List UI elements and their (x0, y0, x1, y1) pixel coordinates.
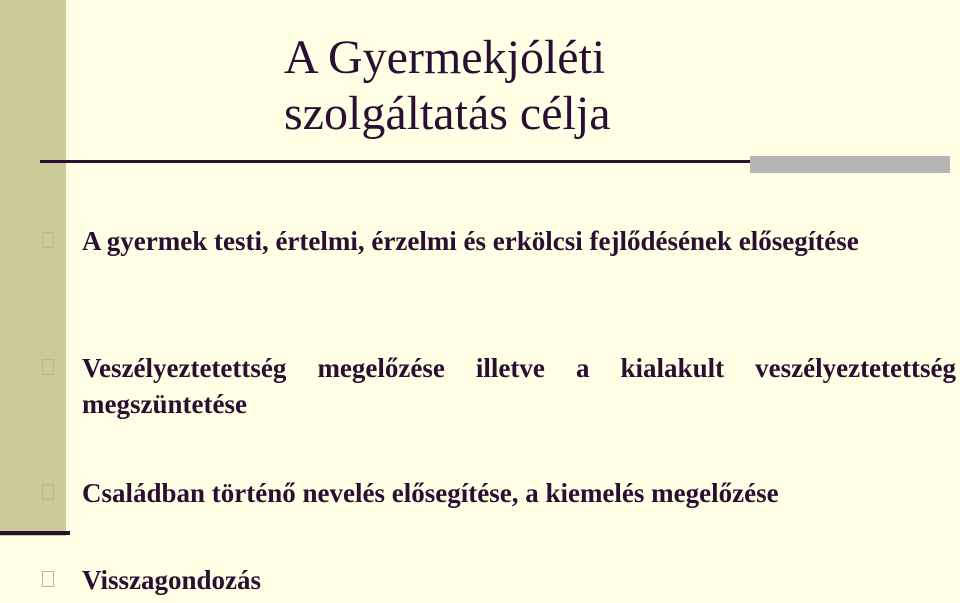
title-accent-bar (750, 156, 950, 173)
bullet-square-icon (42, 232, 54, 248)
bullet-text: Visszagondozás (82, 565, 262, 595)
bullet-square-icon (42, 571, 54, 587)
bullet-text: A gyermek testi, értelmi, érzelmi és erkölcsi fejlődésének elősegítése (82, 226, 859, 256)
slide-title-line-2: szolgáltatás célja (284, 87, 611, 140)
bullet-text: Családban történő nevelés elősegítése, a kiemelés megelőzése (82, 478, 779, 508)
slide-title (284, 30, 884, 142)
left-band-underline (0, 531, 70, 535)
slide-title-line-1: A Gyermekjóléti (284, 31, 606, 84)
bullet-square-icon (42, 484, 54, 500)
bullet-text: Veszélyeztetettség megelőzése illetve a kialakult veszélyeztetettség megszüntetése (82, 353, 956, 419)
left-decorative-band (0, 0, 66, 536)
bullet-square-icon (42, 359, 54, 375)
